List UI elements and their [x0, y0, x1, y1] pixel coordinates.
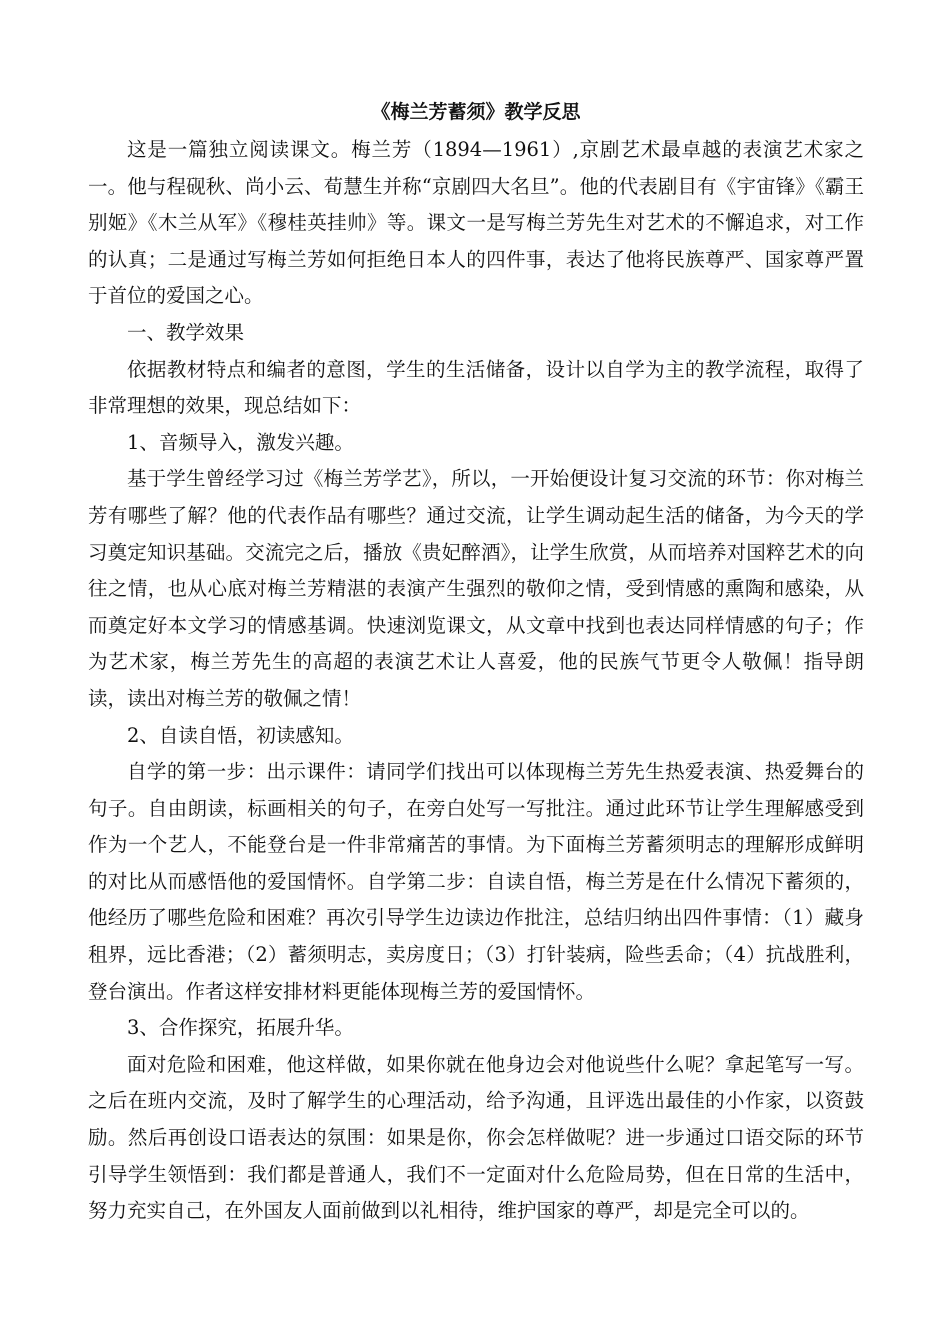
- subheading-audio-intro: 1、音频导入，激发兴趣。: [127, 430, 354, 454]
- paragraph-intro: 这是一篇独立阅读课文。梅兰芳（1894—1961）,京剧艺术最卓越的表演艺术家之一。他与程砚秋、尚小云、荀慧生并称“京剧四大名旦”。他的代表剧目有《宇宙锋》《霸王别姬》《木兰从军》《穆桂英挂帅》等。课文一是写梅兰芳先生对艺术的不懈追求，对工作的认真；二是通过写梅兰芳如何拒绝日本人的四件事，表达了他将民族尊严、国家尊严置于首位的爱国之心。: [88, 138, 864, 308]
- paragraph-summary: 依据教材特点和编者的意图，学生的生活储备，设计以自学为主的教学流程，取得了非常理想的效果，现总结如下：: [88, 357, 864, 418]
- subheading-cooperative-inquiry: 3、合作探究，拓展升华。: [127, 1016, 354, 1040]
- paragraph-self-reading: 自学的第一步：出示课件：请同学们找出可以体现梅兰芳先生热爱表演、热爱舞台的句子。自由朗读，标画相关的句子，在旁白处写一写批注。通过此环节让学生理解感受到作为一个艺人，不能登台是一件非常痛苦的事情。为下面梅兰芳蓄须明志的理解形成鲜明的对比从而感悟他的爱国情怀。自学第二步：自读自悟，梅兰芳是在什么情况下蓄须的，他经历了哪些危险和困难？再次引导学生边读边作批注，总结归纳出四件事情：（1）藏身租界，远比香港；（2）蓄须明志，卖房度日；（3）打针装病，险些丢命；（4）抗战胜利，登台演出。作者这样安排材料更能体现梅兰芳的爱国情怀。: [88, 760, 864, 1003]
- section-heading-teaching-effect: 一、教学效果: [127, 320, 245, 344]
- document-title: 《梅兰芳蓄须》教学反思: [371, 101, 581, 123]
- paragraph-cooperative-inquiry: 面对危险和困难，他这样做，如果你就在他身边会对他说些什么呢？拿起笔写一写。之后在班内交流，及时了解学生的心理活动，给予沟通，且评选出最佳的小作家，以资鼓励。然后再创设口语表达的氛围：如果是你，你会怎样做呢？进一步通过口语交际的环节引导学生领悟到：我们都是普通人，我们不一定面对什么危险局势，但在日常的生活中，努力充实自己，在外国友人面前做到以礼相待，维护国家的尊严，却是完全可以的。: [88, 1052, 864, 1223]
- document-page: [88, 92, 864, 1230]
- paragraph-audio-intro: 基于学生曾经学习过《梅兰芳学艺》，所以，一开始便设计复习交流的环节：你对梅兰芳有哪些了解？他的代表作品有哪些？通过交流，让学生调动起生活的储备，为今天的学习奠定知识基础。交流完之后，播放《贵妃醉酒》，让学生欣赏，从而培养对国粹艺术的向往之情，也从心底对梅兰芳精湛的表演产生强烈的敬仰之情，受到情感的熏陶和感染，从而奠定好本文学习的情感基调。快速浏览课文，从文章中找到也表达同样情感的句子；作为艺术家，梅兰芳先生的高超的表演艺术让人喜爱，他的民族气节更令人敬佩！指导朗读，读出对梅兰芳的敬佩之情！: [88, 467, 864, 710]
- subheading-self-reading: 2、自读自悟，初读感知。: [127, 723, 354, 747]
